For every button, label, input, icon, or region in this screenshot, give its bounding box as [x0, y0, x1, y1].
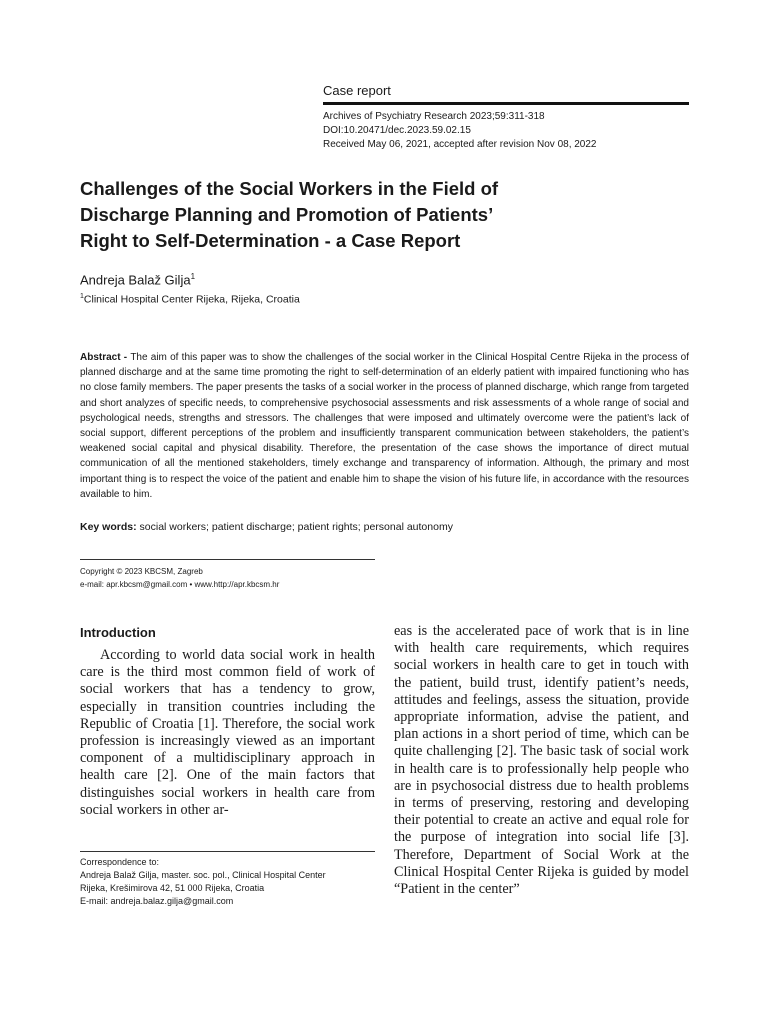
correspondence-label: Correspondence to: [80, 857, 160, 867]
section-heading-introduction: Introduction [80, 625, 156, 640]
author [80, 272, 195, 287]
intro-left-text: According to world data social work in health care is the third most common field of work of social workers that has a tendency to grow, especially in transition countries including the Republic of Croatia [1]. Therefore, the social work profession is increasingly viewed as an important component of a multidisciplinary approach in health care [2]. One of the main factors that distinguishes social workers in health care from social workers in other ar- [80, 647, 375, 818]
correspondence-line-2: Rijeka, Krešimirova 42, 51 000 Rijeka, Croatia [80, 883, 265, 893]
article-title [80, 176, 550, 254]
header-rule [323, 102, 689, 105]
journal-citation: Archives of Psychiatry Research 2023;59:311-318 [323, 111, 545, 122]
copyright-block [80, 559, 375, 591]
intro-column-right: eas is the accelerated pace of work that is in line with health care requirements, which requires social workers in health care to get in touch with the patient, build trust, identify patient’s needs, attitudes and feelings, assess the situation, provide appropriate information, advise the patient, and plan actions in a short period of time, which can be quite challenging [2]. The basic task of social work in health care is to professionally help people who are in psychosocial distress due to health problems in terms of preserving, restoring and developing their potential to create an active and equal role for the purpose of integration into social life [3]. Therefore, Department of Social Work at the Clinical Hospital Center Rijeka is guided by model “Patient in the center” [394, 623, 689, 898]
author-sup: 1 [190, 272, 196, 281]
abstract-label: Abstract - [80, 352, 131, 363]
copyright-contact: e-mail: apr.kbcsm@gmail.com • www.http://apr.kbcsm.hr [80, 579, 280, 589]
article-header [323, 82, 689, 152]
affiliation-sup: 1 [80, 293, 84, 300]
correspondence-block [80, 851, 375, 908]
keywords-label: Key words: [80, 521, 137, 533]
author-name: Andreja Balaž Gilja [80, 272, 191, 288]
copyright-line: Copyright © 2023 KBCSM, Zagreb [80, 567, 203, 576]
affiliation [80, 293, 300, 306]
doi: DOI:10.20471/dec.2023.59.02.15 [323, 125, 471, 136]
title-line-1: Challenges of the Social Workers in the Field of [80, 178, 499, 199]
article-meta [323, 110, 689, 152]
affiliation-text: Clinical Hospital Center Rijeka, Rijeka, Croatia [83, 293, 300, 306]
received-dates: Received May 06, 2021, accepted after revision Nov 08, 2022 [323, 139, 597, 150]
keywords [80, 521, 689, 533]
article-type: Case report [323, 83, 391, 98]
title-line-3: Right to Self-Determination - a Case Report [80, 230, 461, 251]
title-line-2: Discharge Planning and Promotion of Patients’ [80, 204, 494, 225]
abstract [80, 350, 689, 502]
abstract-text: The aim of this paper was to show the challenges of the social worker in the Clinical Hospital Centre Rijeka in the process of planned discharge and at the same time promoting the right to self-determination of an elderly patient with impaired functioning who has no close family members. The paper presents the tasks of a social worker in the process of planned discharge, which range from targeted and short analyzes of specific needs, to comprehensive psychosocial assessments and risk assessments of a whole range of social and psychological needs, strengths and stressors. The challenges that were imposed and ultimately overcome were the patient’s lack of social support, different perceptions of the problem and insufficiently transparent communication between stakeholders, the patient’s weakened social capital and physical disability. Therefore, the presentation of the case shows the importance of direct mutual communication of all the mentioned stakeholders, timely exchange and transparency of information. Although, the primary and most important thing is to respect the voice of the patient and enable him to shape the vision of his future life, in accordance with the resources available to him. [80, 352, 689, 500]
correspondence-line-1: Andreja Balaž Gilja, master. soc. pol., Clinical Hospital Center [80, 870, 326, 880]
keywords-text: social workers; patient discharge; patient rights; personal autonomy [136, 521, 453, 533]
correspondence-email: E-mail: andreja.balaz.gilja@gmail.com [80, 896, 234, 906]
intro-column-left [80, 647, 375, 819]
